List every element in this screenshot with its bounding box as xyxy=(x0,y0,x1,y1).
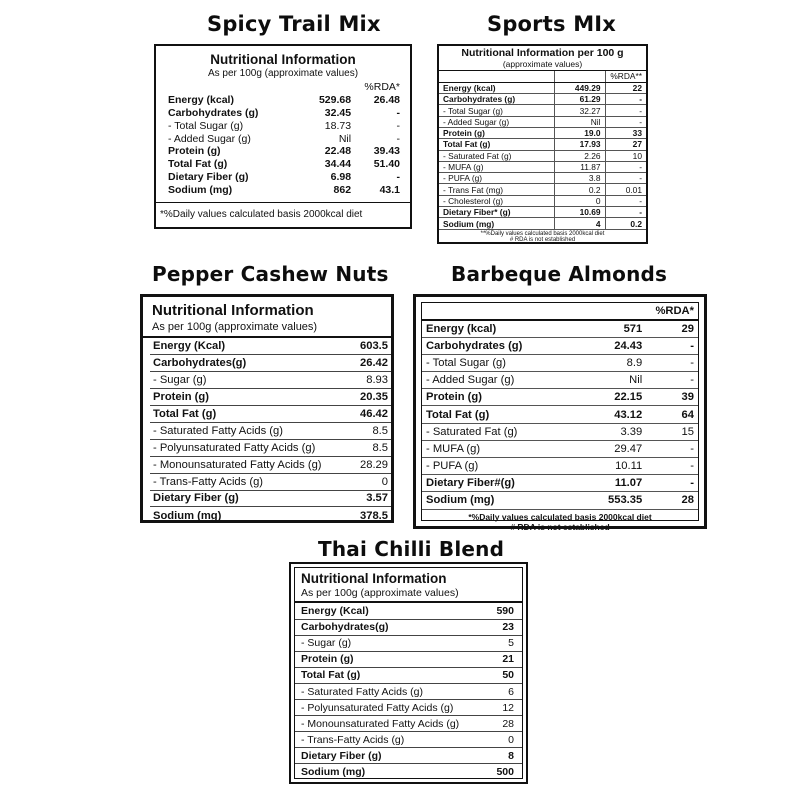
nutrition-table xyxy=(150,338,391,524)
nutrient-label: Protein (g) xyxy=(295,651,478,667)
nutrient-label: Protein (g) xyxy=(439,127,554,138)
nutrition-table xyxy=(439,71,646,230)
nutrient-label: Dietary Fiber#(g) xyxy=(422,475,568,492)
panel-heading: Nutritional Information xyxy=(152,302,314,319)
nutrient-rda: - xyxy=(605,207,646,218)
nutrient-value: 22.48 xyxy=(324,145,352,158)
nutrient-value: 43.12 xyxy=(568,406,646,423)
nutrient-label: - Monounsaturated Fatty Acids (g) xyxy=(295,716,478,732)
sports-mix-nutrition-panel xyxy=(437,44,648,244)
nutrient-label: Energy (kcal) xyxy=(439,82,554,93)
panel-footnote: *%Daily values calculated basis 2000kcal diet xyxy=(156,202,410,220)
nutrient-label: - Added Sugar (g) xyxy=(168,132,251,145)
nutrient-row xyxy=(295,683,522,699)
nutrient-value: 6.98 xyxy=(330,170,352,183)
nutrient-label: - Trans-Fatty Acids (g) xyxy=(295,732,478,748)
nutrient-value: 3.39 xyxy=(568,423,646,440)
nutrient-label: - Saturated Fatty Acids (g) xyxy=(150,422,350,439)
nutrient-label: Dietary Fiber* (g) xyxy=(439,207,554,218)
nutrient-value: 8 xyxy=(478,748,522,764)
nutrient-row xyxy=(439,195,646,206)
nutrient-label: Carbohydrates (g) xyxy=(439,94,554,105)
panel-basis: As per 100g (approximate values) xyxy=(152,321,318,333)
nutrient-row xyxy=(439,207,646,218)
nutrient-label: Carbohydrates(g) xyxy=(150,355,350,372)
nutrient-label: Sodium (mg) xyxy=(168,183,233,196)
nutrient-row xyxy=(150,355,391,372)
nutrient-label: - Total Sugar (g) xyxy=(439,105,554,116)
nutrient-value: 0 xyxy=(554,195,605,206)
nutrient-value: 553.35 xyxy=(568,492,646,509)
nutrient-rda: - xyxy=(605,173,646,184)
nutrient-row xyxy=(168,107,400,120)
nutrient-label: Protein (g) xyxy=(422,389,568,406)
nutrient-row xyxy=(439,127,646,138)
spicy-trail-mix-nutrition-panel xyxy=(154,44,412,229)
nutrient-label: Dietary Fiber (g) xyxy=(295,748,478,764)
nutrient-value: 11.07 xyxy=(568,475,646,492)
nutrient-value: 50 xyxy=(478,667,522,683)
nutrient-rda: - xyxy=(605,116,646,127)
nutrient-rda: - xyxy=(646,354,698,371)
nutrition-table xyxy=(295,603,522,780)
nutrient-row xyxy=(422,423,698,440)
nutrient-value: 24.43 xyxy=(568,337,646,354)
nutrient-value: 5 xyxy=(478,635,522,651)
nutrient-row xyxy=(439,218,646,229)
nutrient-rda: 22 xyxy=(605,82,646,93)
nutrient-row xyxy=(150,507,391,524)
nutrient-label: Total Fat (g) xyxy=(422,406,568,423)
nutrient-label: Sodium (mg) xyxy=(439,218,554,229)
nutrient-label: Total Fat (g) xyxy=(439,139,554,150)
nutrient-rda: 27 xyxy=(605,139,646,150)
rda-header: %RDA* xyxy=(646,303,698,320)
nutrient-row xyxy=(439,94,646,105)
nutrient-row xyxy=(295,619,522,635)
nutrient-value: 18.73 xyxy=(324,119,352,132)
nutrient-row xyxy=(295,651,522,667)
nutrient-value: 0 xyxy=(350,473,391,490)
nutrient-row xyxy=(422,320,698,337)
nutrient-label: Carbohydrates (g) xyxy=(168,106,259,119)
nutrient-rda: 39.43 xyxy=(373,145,400,158)
nutrient-value: 11.87 xyxy=(554,161,605,172)
nutrient-label: Energy (Kcal) xyxy=(295,603,478,619)
nutrient-rda: 51.40 xyxy=(373,158,400,171)
nutrient-label: - MUFA (g) xyxy=(422,440,568,457)
nutrient-row xyxy=(422,337,698,354)
nutrient-label: Carbohydrates (g) xyxy=(422,337,568,354)
nutrient-value: 3.8 xyxy=(554,173,605,184)
nutrient-row xyxy=(168,158,400,171)
nutrient-row xyxy=(150,338,391,355)
nutrient-value: 32.45 xyxy=(324,106,352,119)
nutrient-row xyxy=(295,700,522,716)
nutrient-value: 603.5 xyxy=(350,338,391,355)
nutrient-label: Protein (g) xyxy=(150,389,350,406)
nutrient-rda: 43.1 xyxy=(379,183,400,196)
barbeque-almonds-title: Barbeque Almonds xyxy=(451,262,668,286)
nutrient-label: - PUFA (g) xyxy=(422,458,568,475)
nutrient-value: 4 xyxy=(554,218,605,229)
nutrient-row xyxy=(150,439,391,456)
nutrient-row xyxy=(168,171,400,184)
nutrient-row xyxy=(439,105,646,116)
nutrient-label: Energy (kcal) xyxy=(168,94,234,107)
nutrient-rda: - xyxy=(646,440,698,457)
nutrient-rda: - xyxy=(605,161,646,172)
nutrient-value: 8.5 xyxy=(350,422,391,439)
thai-chilli-blend-title: Thai Chilli Blend xyxy=(318,537,505,561)
nutrient-rda: - xyxy=(646,372,698,389)
nutrient-label: Sodium (mg) xyxy=(422,492,568,509)
nutrient-rda: 29 xyxy=(646,320,698,337)
nutrient-label: Total Fat (g) xyxy=(295,667,478,683)
nutrient-row xyxy=(150,406,391,423)
spicy-trail-mix-title: Spicy Trail Mix xyxy=(207,12,381,36)
nutrient-label: Carbohydrates(g) xyxy=(295,619,478,635)
nutrient-label: - Total Sugar (g) xyxy=(422,354,568,371)
nutrient-row xyxy=(295,764,522,780)
nutrient-value: 12 xyxy=(478,700,522,716)
nutrient-row xyxy=(168,145,400,158)
nutrient-label: Dietary Fiber (g) xyxy=(150,490,350,507)
pepper-cashew-nuts-nutrition-panel xyxy=(140,294,394,523)
nutrient-row xyxy=(168,94,400,107)
nutrient-value: 0.2 xyxy=(554,184,605,195)
nutrient-row xyxy=(422,492,698,509)
nutrient-value: 500 xyxy=(496,766,514,779)
nutrient-label: Total Fat (g) xyxy=(168,158,228,171)
barbeque-almonds-nutrition-panel xyxy=(413,294,707,532)
nutrient-value: 862 xyxy=(333,183,352,196)
nutrient-value: 22.15 xyxy=(568,389,646,406)
nutrient-rda: 39 xyxy=(646,389,698,406)
nutrient-value: 0 xyxy=(478,732,522,748)
nutrient-row xyxy=(295,716,522,732)
nutrient-value: 10.11 xyxy=(568,458,646,475)
panel-footnote: *%Daily values calculated basis 2000kcal diet xyxy=(468,511,652,522)
nutrient-value: 378.5 xyxy=(360,509,388,522)
nutrient-row xyxy=(422,406,698,423)
nutrient-rda: 10 xyxy=(605,150,646,161)
nutrient-value: 29.47 xyxy=(568,440,646,457)
nutrient-label: - Sugar (g) xyxy=(150,372,350,389)
nutrient-label: - Cholesterol (g) xyxy=(439,195,554,206)
nutrient-row xyxy=(422,354,698,371)
nutrient-row xyxy=(439,173,646,184)
nutrient-row xyxy=(439,184,646,195)
nutrient-row xyxy=(439,116,646,127)
nutrient-row xyxy=(150,389,391,406)
nutrient-value: 32.27 xyxy=(554,105,605,116)
nutrient-label: - Trans-Fatty Acids (g) xyxy=(150,473,350,490)
nutrient-row xyxy=(295,748,522,764)
nutrient-rda: - xyxy=(646,458,698,475)
nutrient-row xyxy=(150,490,391,507)
nutrient-value: 61.29 xyxy=(554,94,605,105)
nutrient-row xyxy=(168,183,400,196)
panel-basis: As per 100g (approximate values) xyxy=(301,587,459,599)
nutrient-value: 19.0 xyxy=(554,127,605,138)
nutrient-rda: 26.48 xyxy=(373,94,400,107)
nutrient-rda: 28 xyxy=(646,492,698,509)
nutrient-rda: - xyxy=(396,106,400,119)
nutrient-rda: 64 xyxy=(646,406,698,423)
nutrient-label: - Total Sugar (g) xyxy=(168,119,244,132)
panel-footnote: **%Daily values calculated basis 2000kcal diet xyxy=(480,230,605,237)
nutrient-row xyxy=(439,161,646,172)
nutrient-label: - Saturated Fatty Acids (g) xyxy=(295,683,478,699)
panel-heading: Nutritional Information xyxy=(210,52,356,67)
nutrient-value: 449.29 xyxy=(554,82,605,93)
panel-basis: (approximate values) xyxy=(502,59,583,69)
nutrient-label: Energy (kcal) xyxy=(422,320,568,337)
nutrient-rda: - xyxy=(605,94,646,105)
nutrient-row xyxy=(439,150,646,161)
nutrient-row xyxy=(422,389,698,406)
nutrient-row xyxy=(150,422,391,439)
nutrient-rda: 0.01 xyxy=(605,184,646,195)
nutrition-table xyxy=(422,303,698,510)
nutrient-value: 21 xyxy=(478,651,522,667)
nutrient-rda: - xyxy=(646,337,698,354)
nutrient-value: 34.44 xyxy=(324,158,352,171)
nutrient-label: - Polyunsaturated Fatty Acids (g) xyxy=(150,439,350,456)
nutrient-row xyxy=(295,603,522,619)
nutrient-value: 571 xyxy=(568,320,646,337)
nutrient-label: Sodium (mg) xyxy=(153,509,222,522)
nutrient-value: 529.68 xyxy=(318,94,352,107)
nutrient-rda: 0.2 xyxy=(605,218,646,229)
pepper-cashew-nuts-title: Pepper Cashew Nuts xyxy=(152,262,389,286)
nutrient-label: - Polyunsaturated Fatty Acids (g) xyxy=(295,700,478,716)
panel-heading: Nutritional Information xyxy=(301,571,447,586)
nutrient-rda: 15 xyxy=(646,423,698,440)
nutrient-value: Nil xyxy=(568,372,646,389)
nutrient-label: - Monounsaturated Fatty Acids (g) xyxy=(150,456,350,473)
nutrient-label: - Saturated Fat (g) xyxy=(422,423,568,440)
nutrient-row xyxy=(150,456,391,473)
nutrient-label: Protein (g) xyxy=(168,145,221,158)
nutrient-value: 23 xyxy=(478,619,522,635)
nutrient-label: - Added Sugar (g) xyxy=(439,116,554,127)
nutrient-row xyxy=(422,475,698,492)
nutrient-label: - MUFA (g) xyxy=(439,161,554,172)
nutrient-row xyxy=(295,667,522,683)
panel-heading: Nutritional Information per 100 g xyxy=(461,47,624,59)
nutrient-value: Nil xyxy=(554,116,605,127)
rda-header: %RDA** xyxy=(605,71,646,82)
panel-basis: As per 100g (approximate values) xyxy=(207,68,359,79)
nutrient-rda: - xyxy=(605,195,646,206)
nutrient-row xyxy=(150,473,391,490)
nutrient-label: - PUFA (g) xyxy=(439,173,554,184)
nutrient-value: 6 xyxy=(478,683,522,699)
panel-footnote-rda: # RDA is not established xyxy=(510,521,610,532)
nutrient-row xyxy=(168,132,400,145)
nutrient-rda: - xyxy=(646,475,698,492)
nutrient-label: - Added Sugar (g) xyxy=(422,372,568,389)
nutrient-label: Total Fat (g) xyxy=(150,406,350,423)
nutrient-label: - Saturated Fat (g) xyxy=(439,150,554,161)
nutrient-value: 8.9 xyxy=(568,354,646,371)
thai-chilli-blend-nutrition-panel xyxy=(289,562,528,784)
nutrient-value: 20.35 xyxy=(350,389,391,406)
nutrient-value: 8.93 xyxy=(350,372,391,389)
nutrient-value: 10.69 xyxy=(554,207,605,218)
nutrient-row xyxy=(295,635,522,651)
nutrient-value: 28.29 xyxy=(350,456,391,473)
nutrient-value: 3.57 xyxy=(350,490,391,507)
nutrient-row xyxy=(422,372,698,389)
nutrient-row xyxy=(168,119,400,132)
nutrient-value: 8.5 xyxy=(350,439,391,456)
nutrient-value: 26.42 xyxy=(350,355,391,372)
nutrient-value: Nil xyxy=(338,132,352,145)
nutrient-row xyxy=(150,372,391,389)
nutrient-label: - Sugar (g) xyxy=(295,635,478,651)
nutrient-row xyxy=(439,82,646,93)
panel-footnote-rda: # RDA is not established xyxy=(509,237,576,244)
nutrient-value: 17.93 xyxy=(554,139,605,150)
rda-header: %RDA* xyxy=(364,81,400,94)
nutrient-rda: - xyxy=(605,105,646,116)
nutrient-row xyxy=(422,458,698,475)
sports-mix-title: Sports MIx xyxy=(487,12,617,36)
nutrient-row xyxy=(439,139,646,150)
nutrient-label: - Trans Fat (mg) xyxy=(439,184,554,195)
nutrient-rda: - xyxy=(396,170,400,183)
nutrient-value: 28 xyxy=(478,716,522,732)
nutrient-label: Sodium (mg) xyxy=(301,766,366,779)
nutrient-rda: - xyxy=(396,119,400,132)
nutrition-table xyxy=(168,81,400,196)
nutrient-value: 46.42 xyxy=(350,406,391,423)
nutrient-row xyxy=(295,732,522,748)
nutrient-rda: 33 xyxy=(605,127,646,138)
nutrient-row xyxy=(422,440,698,457)
nutrient-value: 2.26 xyxy=(554,150,605,161)
nutrient-value: 590 xyxy=(478,603,522,619)
nutrient-label: Dietary Fiber (g) xyxy=(168,170,249,183)
nutrient-rda: - xyxy=(396,132,400,145)
nutrient-label: Energy (Kcal) xyxy=(150,338,350,355)
